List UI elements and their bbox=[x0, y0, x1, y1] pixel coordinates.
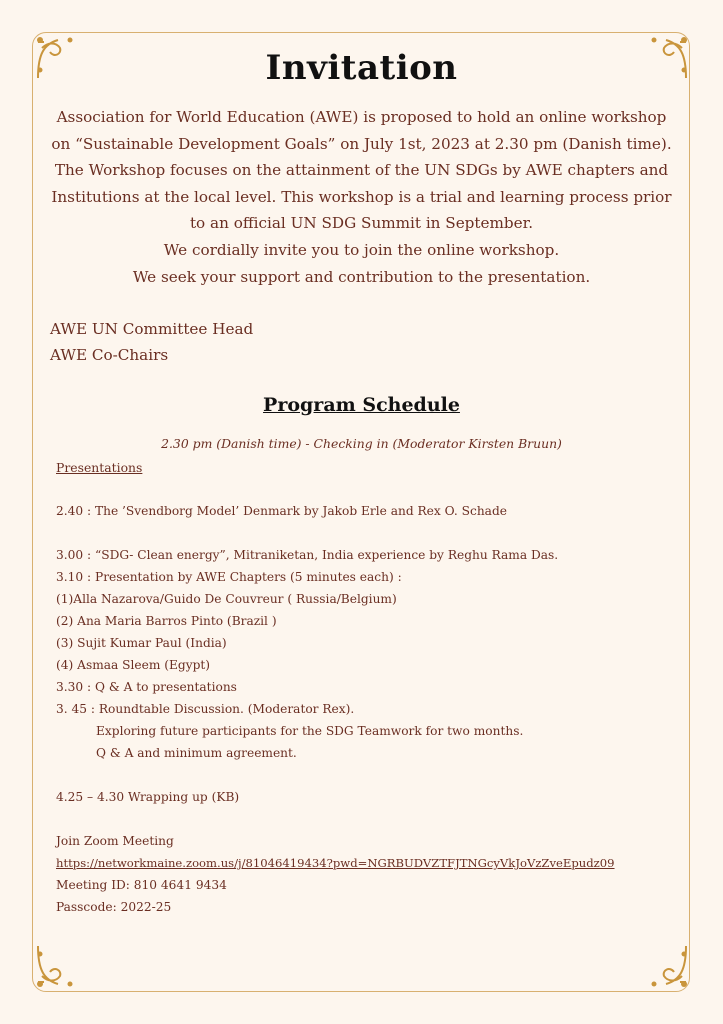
intro-line: We seek your support and contribution to the presentation. bbox=[132, 267, 591, 286]
meeting-id: Meeting ID: 810 4641 9434 bbox=[56, 878, 227, 892]
intro-line: Institutions at the local level. This workshop is a trial and learning process prior bbox=[51, 187, 672, 206]
schedule-title: Program Schedule bbox=[263, 394, 460, 416]
checkin-line: 2.30 pm (Danish time) - Checking in (Moderator Kirsten Bruun) bbox=[161, 436, 562, 451]
intro-paragraph bbox=[46, 104, 677, 290]
schedule-item: 4.25 – 4.30 Wrapping up (KB) bbox=[56, 790, 240, 804]
schedule-item: 2.40 : The ’Svendborg Model’ Denmark by Jakob Erle and Rex O. Schade bbox=[56, 504, 507, 518]
presentations-heading: Presentations bbox=[56, 460, 143, 475]
intro-line: Association for World Education (AWE) is proposed to hold an online workshop bbox=[56, 108, 667, 126]
signatory: AWE UN Committee Head bbox=[50, 320, 254, 338]
schedule-item: 3.00 : “SDG- Clean energy”, Mitraniketan, India experience by Reghu Rama Das. bbox=[56, 548, 559, 562]
intro-line: to an official UN SDG Summit in September. bbox=[189, 214, 534, 233]
page-title: Invitation bbox=[265, 48, 458, 88]
signatories bbox=[50, 316, 253, 368]
intro-line: The Workshop focuses on the attainment of the UN SDGs by AWE chapters and bbox=[54, 161, 669, 180]
intro-line: We cordially invite you to join the online workshop. bbox=[163, 240, 560, 259]
schedule-item: (4) Asmaa Sleem (Egypt) bbox=[56, 658, 211, 672]
schedule-item: Q & A and minimum agreement. bbox=[96, 746, 297, 760]
signatory: AWE Co-Chairs bbox=[50, 346, 169, 364]
schedule-item: 3.10 : Presentation by AWE Chapters (5 minutes each) : bbox=[56, 570, 402, 584]
zoom-link[interactable]: https://networkmaine.zoom.us/j/81046419434?pwd=NGRBUDVZTFJTNGcyVkJoVzZveEpudz09 bbox=[56, 856, 615, 870]
schedule-item: 3.30 : Q & A to presentations bbox=[56, 680, 237, 694]
schedule-item: (1)Alla Nazarova/Guido De Couvreur ( Russia/Belgium) bbox=[56, 592, 397, 606]
schedule-item: 3. 45 : Roundtable Discussion. (Moderator Rex). bbox=[56, 702, 355, 716]
ornament-corner-icon bbox=[34, 934, 90, 990]
passcode: Passcode: 2022-25 bbox=[56, 900, 172, 914]
ornament-corner-icon bbox=[634, 934, 690, 990]
zoom-heading: Join Zoom Meeting bbox=[56, 834, 174, 848]
schedule-item: (3) Sujit Kumar Paul (India) bbox=[56, 636, 227, 650]
intro-line: on “Sustainable Development Goals” on July 1st, 2023 at 2.30 pm (Danish time). bbox=[51, 134, 672, 153]
schedule-item: (2) Ana Maria Barros Pinto (Brazil ) bbox=[56, 614, 277, 628]
schedule-item: Exploring future participants for the SDG Teamwork for two months. bbox=[96, 724, 524, 738]
